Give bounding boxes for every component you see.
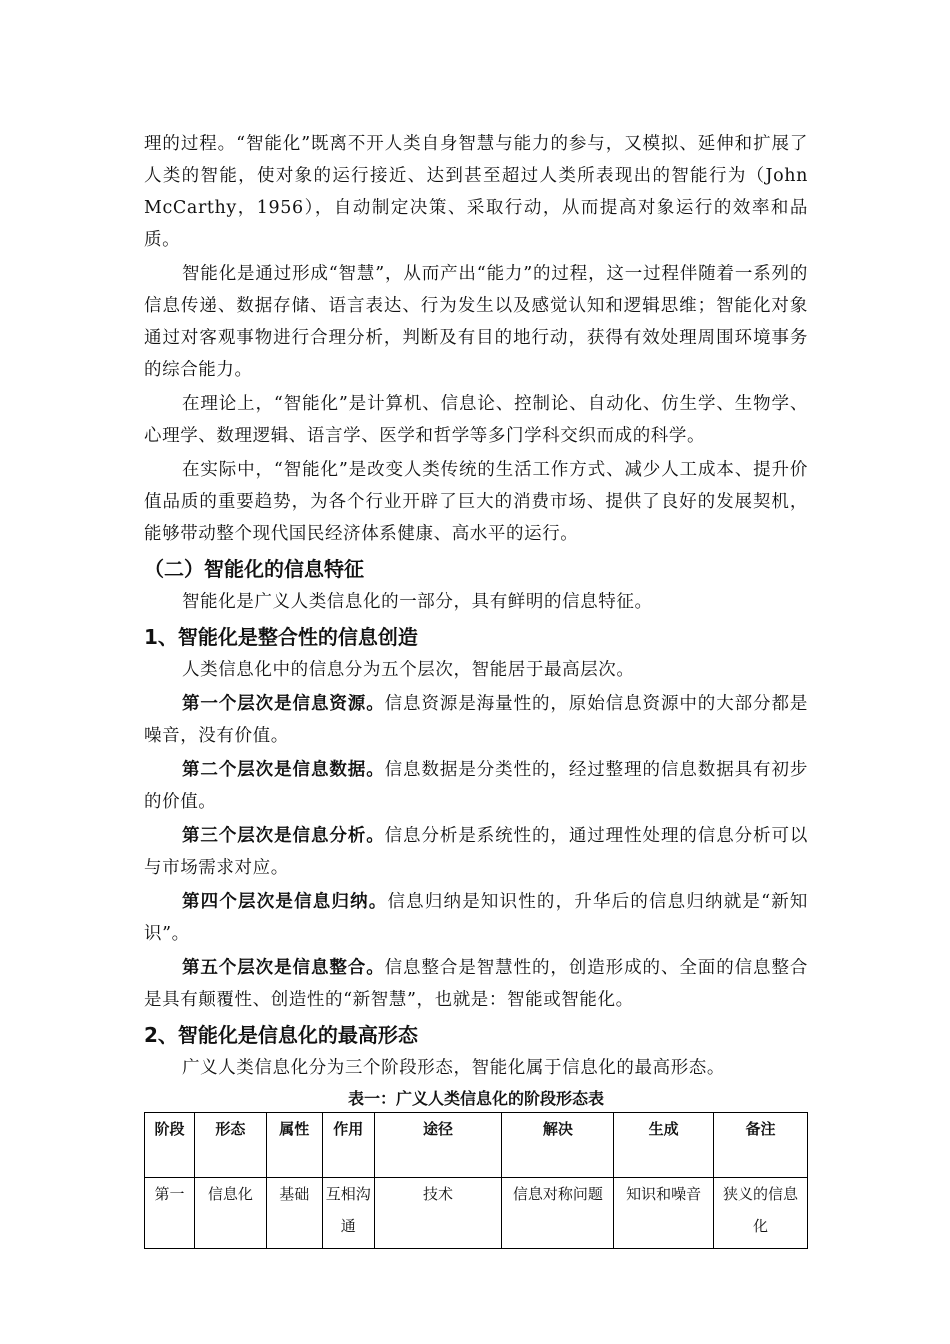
level-text: 信息资源是海量性的，原始信息资源中的大部分都是噪音，没有价值。 [144, 694, 808, 746]
table-cell: 知识和噪音 [614, 1178, 714, 1249]
level-text: 信息数据是分类性的，经过整理的信息数据具有初步的价值。 [144, 760, 808, 812]
subsection-heading-2: 2、智能化是信息化的最高形态 [144, 1023, 418, 1047]
header-cell-stage: 阶段 [145, 1113, 195, 1178]
table-cell: 第一 [145, 1178, 195, 1249]
header-cell-form: 形态 [194, 1113, 266, 1178]
level-paragraph-3 [144, 820, 808, 884]
paragraph-theory: 在理论上，“智能化”是计算机、信息论、控制论、自动化、仿生学、生物学、心理学、数理逻辑、语言学、医学和哲学等多门学科交织而成的科学。 [144, 394, 808, 446]
stage-table [144, 1112, 808, 1249]
paragraph-wisdom-process: 智能化是通过形成“智慧”，从而产出“能力”的过程，这一过程伴随着一系列的信息传递、数据存储、语言表达、行为发生以及感觉认知和逻辑思维；智能化对象通过对客观事物进行合理分析，判断及有目的地行动，获得有效处理周围环境事务的综合能力。 [144, 264, 808, 380]
level-paragraph-4 [144, 886, 808, 950]
subsection-intro-2: 广义人类信息化分为三个阶段形态，智能化属于信息化的最高形态。 [182, 1058, 725, 1078]
header-cell-function: 作用 [322, 1113, 374, 1178]
level-title: 第二个层次是信息数据。 [182, 760, 385, 780]
table-row [145, 1178, 808, 1249]
header-cell-notes: 备注 [714, 1113, 808, 1178]
subsection-heading-1: 1、智能化是整合性的信息创造 [144, 625, 418, 649]
table-cell: 信息对称问题 [502, 1178, 614, 1249]
level-text: 信息归纳是知识性的，升华后的信息归纳就是“新知识”。 [144, 892, 808, 944]
level-paragraph-5 [144, 952, 808, 1016]
level-title: 第三个层次是信息分析。 [182, 826, 385, 846]
level-text: 信息分析是系统性的，通过理性处理的信息分析可以与市场需求对应。 [144, 826, 808, 878]
level-title: 第四个层次是信息归纳。 [182, 892, 388, 912]
subsection-intro-1: 人类信息化中的信息分为五个层次，智能居于最高层次。 [182, 660, 635, 680]
table-cell: 技术 [374, 1178, 502, 1249]
section-intro: 智能化是广义人类信息化的一部分，具有鲜明的信息特征。 [182, 592, 653, 612]
document-page [144, 128, 808, 1249]
level-title: 第一个层次是信息资源。 [182, 694, 385, 714]
level-text: 信息整合是智慧性的，创造形成的、全面的信息整合是具有颠覆性、创造性的“新智慧”，也就是：智能或智能化。 [144, 958, 808, 1010]
level-paragraph-1 [144, 688, 808, 752]
header-cell-generates: 生成 [614, 1113, 714, 1178]
table-cell: 基础 [266, 1178, 322, 1249]
header-cell-solves: 解决 [502, 1113, 614, 1178]
paragraph-continuation: 理的过程。“智能化”既离不开人类自身智慧与能力的参与，又模拟、延伸和扩展了人类的智能，使对象的运行接近、达到甚至超过人类所表现出的智能行为（John McCarthy，1956），自动制定决策、采取行动，从而提高对象运行的效率和品质。 [144, 134, 808, 250]
table-cell: 信息化 [194, 1178, 266, 1249]
table-caption: 表一：广义人类信息化的阶段形态表 [347, 1089, 604, 1108]
table-header-row [145, 1113, 808, 1178]
header-cell-approach: 途径 [374, 1113, 502, 1178]
level-title: 第五个层次是信息整合。 [182, 958, 385, 978]
paragraph-practice: 在实际中，“智能化”是改变人类传统的生活工作方式、减少人工成本、提升价值品质的重要趋势，为各个行业开辟了巨大的消费市场、提供了良好的发展契机，能够带动整个现代国民经济体系健康、高水平的运行。 [144, 460, 808, 544]
table-cell: 互相沟通 [322, 1178, 374, 1249]
header-cell-attribute: 属性 [266, 1113, 322, 1178]
section-heading: （二）智能化的信息特征 [144, 557, 364, 581]
level-paragraph-2 [144, 754, 808, 818]
table-cell: 狭义的信息化 [714, 1178, 808, 1249]
